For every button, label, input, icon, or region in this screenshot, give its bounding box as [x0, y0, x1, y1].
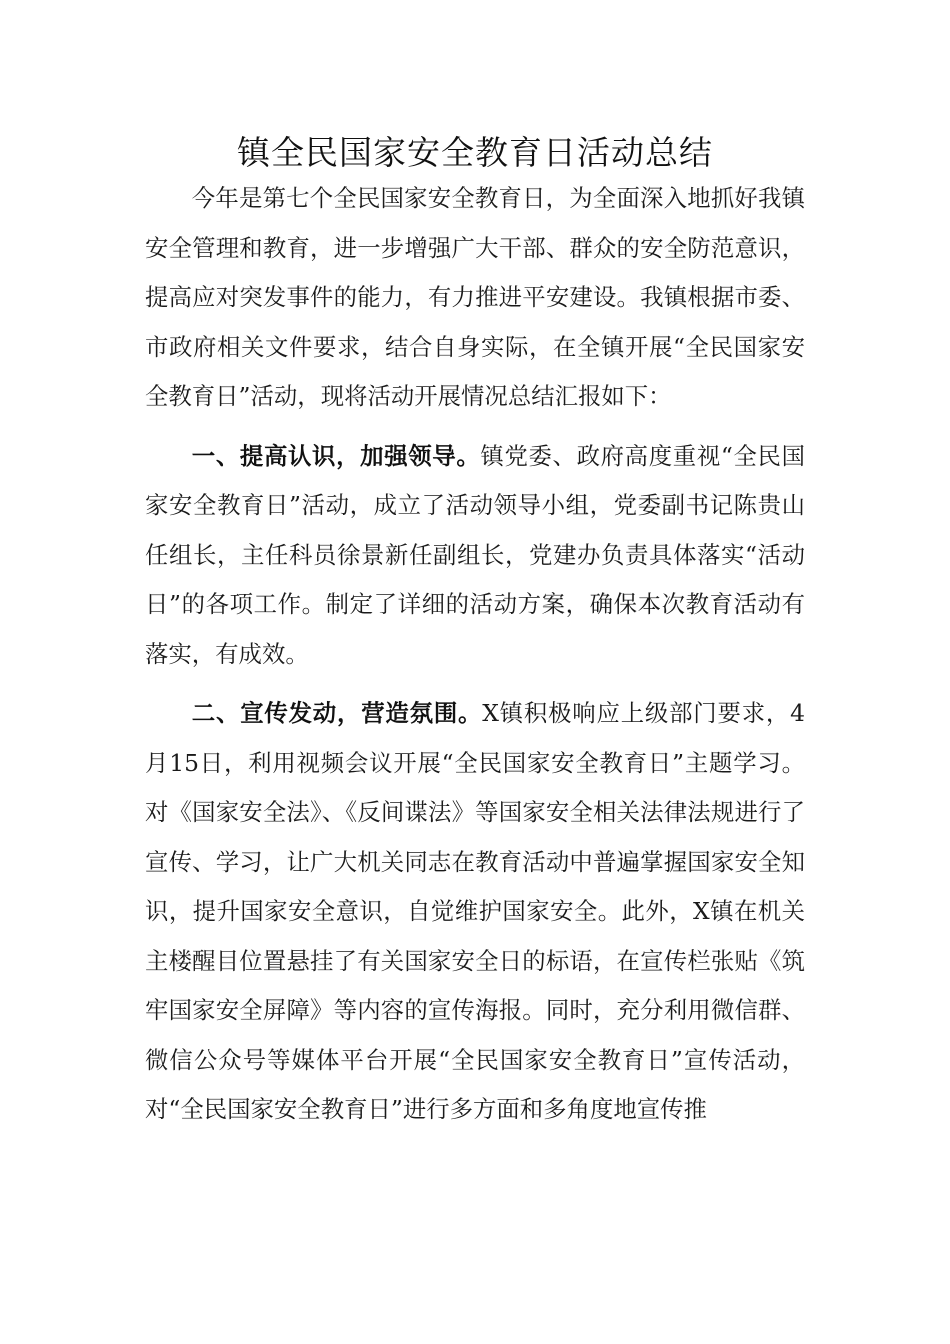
intro-paragraph — [145, 174, 805, 422]
document-body — [145, 174, 805, 1135]
intro-text: 今年是第七个全民国家安全教育日，为全面深入地抓好我镇安全管理和教育，进一步增强广大干部、群众的安全防范意识，提高应对突发事件的能力，有力推进平安建设。我镇根据市委、市政府相关文件要求，结合自身实际，在全镇开展“全民国家安全教育日”活动，现将活动开展情况总结汇报如下： — [145, 184, 805, 410]
section-1-heading: 一、提高认识，加强领导。 — [191, 441, 481, 470]
section-2-text: X镇积极响应上级部门要求，4月15日，利用视频会议开展“全民国家安全教育日”主题学习。对《国家安全法》、《反间谍法》等国家安全相关法律法规进行了宣传、学习，让广大机关同志在教育活动中普遍掌握国家安全知识，提升国家安全意识，自觉维护国家安全。此外，X镇在机关主楼醒目位置悬挂了有关国家安全日的标语，在宣传栏张贴《筑牢国家安全屏障》等内容的宣传海报。同时，充分利用微信群、微信公众号等媒体平台开展“全民国家安全教育日”宣传活动，对“全民国家安全教育日”进行多方面和多角度地宣传推 — [145, 699, 805, 1123]
section-2-paragraph — [145, 689, 805, 1135]
section-1-paragraph — [145, 432, 805, 680]
document-title: 镇全民国家安全教育日活动总结 — [237, 133, 713, 172]
section-1-text: 镇党委、政府高度重视“全民国家安全教育日”活动，成立了活动领导小组，党委副书记陈贵山任组长，主任科员徐景新任副组长，党建办负责具体落实“活动日”的各项工作。制定了详细的活动方案，确保本次教育活动有落实，有成效。 — [145, 441, 805, 668]
section-2-heading: 二、宣传发动，营造氛围。 — [191, 699, 483, 727]
